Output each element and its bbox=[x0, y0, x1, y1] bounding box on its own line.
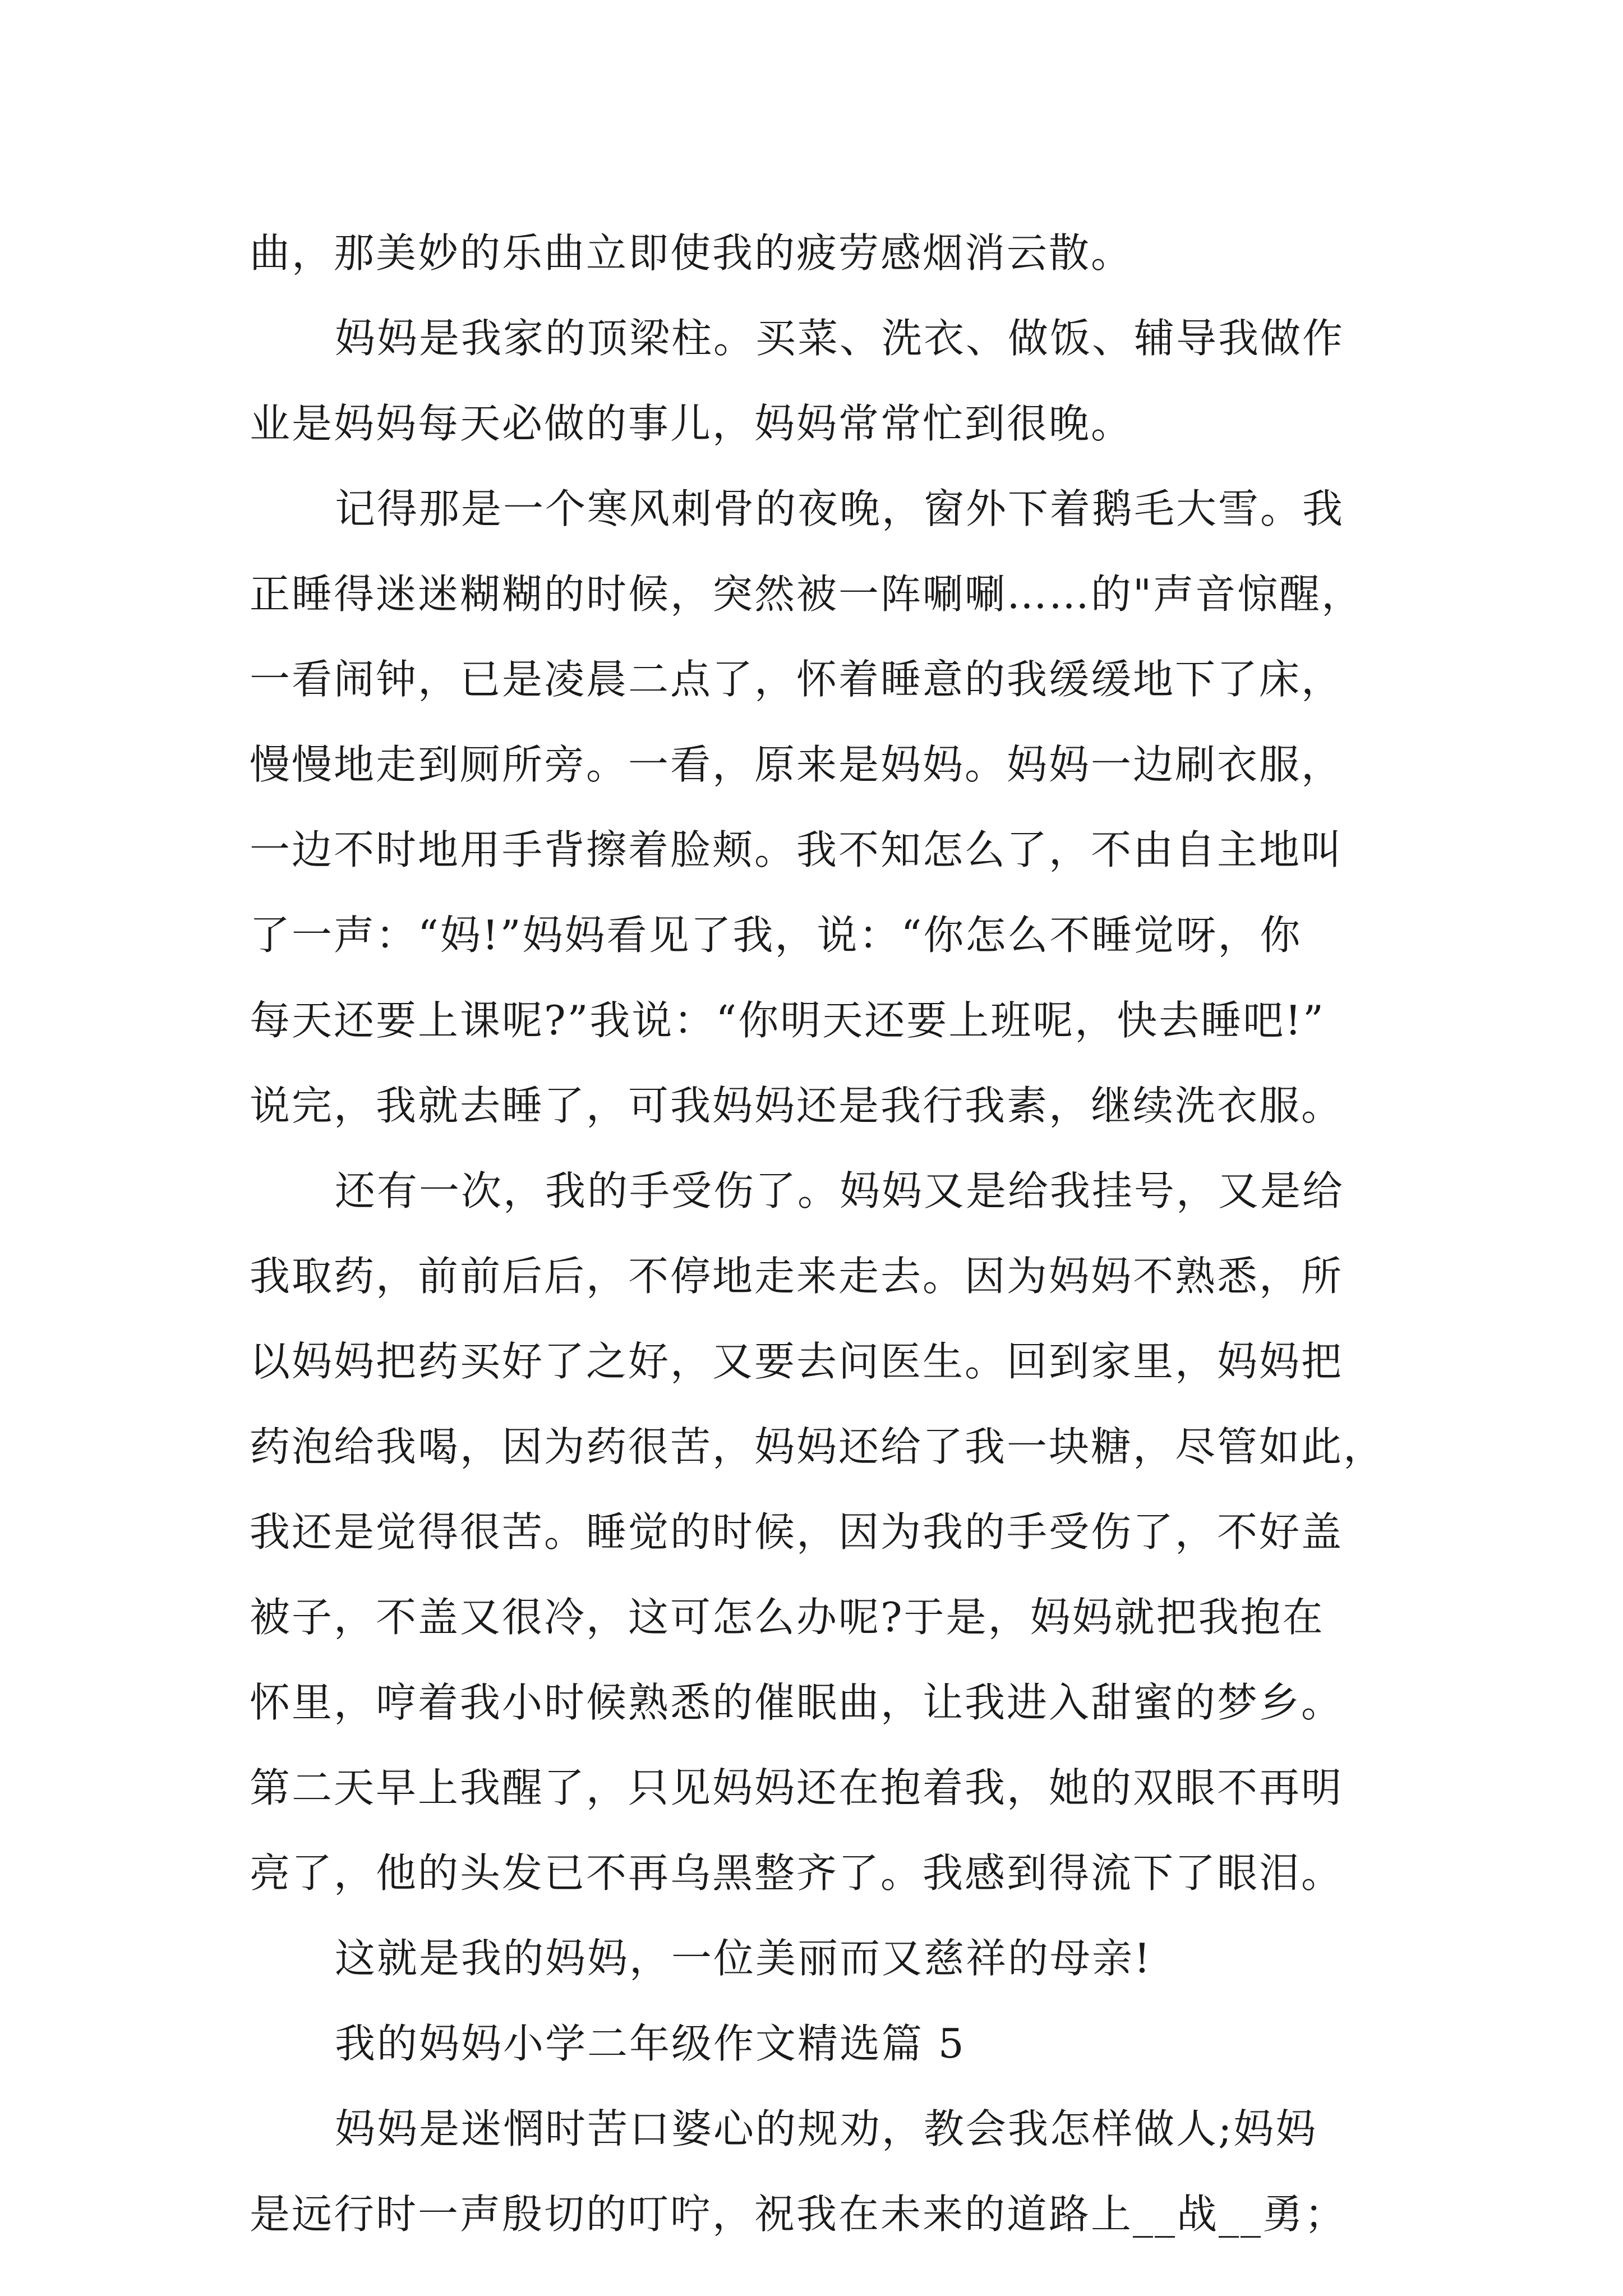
text-line: 慢慢地走到厕所旁。一看，原来是妈妈。妈妈一边刷衣服， bbox=[250, 741, 1344, 788]
document-body bbox=[250, 210, 1394, 2257]
text-line: 药泡给我喝，因为药很苦，妈妈还给了我一块糖，尽管如此， bbox=[250, 1423, 1386, 1470]
text-line: 是远行时一声殷切的叮咛，祝我在未来的道路上__战__勇； bbox=[250, 2191, 1347, 2238]
text-line: 还有一次，我的手受伤了。妈妈又是给我挂号，又是给 bbox=[335, 1167, 1345, 1214]
text-line: 正睡得迷迷糊糊的时候，突然被一阵唰唰……的"声音惊醒， bbox=[250, 570, 1364, 618]
text-line: 说完，我就去睡了，可我妈妈还是我行我素，继续洗衣服。 bbox=[250, 1082, 1344, 1129]
text-line: 被子，不盖又很冷，这可怎么办呢?于是，妈妈就把我抱在 bbox=[250, 1594, 1325, 1641]
text-line: 我取药，前前后后，不停地走来走去。因为妈妈不熟悉，所 bbox=[250, 1253, 1344, 1300]
text-line: 一边不时地用手背擦着脸颊。我不知怎么了，不由自主地叫 bbox=[250, 826, 1344, 873]
text-line: 这就是我的妈妈，一位美丽而又慈祥的母亲! bbox=[335, 1935, 1152, 1982]
text-line: 第二天早上我醒了，只见妈妈还在抱着我，她的双眼不再明 bbox=[250, 1764, 1344, 1811]
text-line: 妈妈是迷惘时苦口婆心的规劝，教会我怎样做人;妈妈 bbox=[335, 2105, 1318, 2152]
text-line: 记得那是一个寒风刺骨的夜晚，窗外下着鹅毛大雪。我 bbox=[335, 485, 1345, 532]
text-line: 每天还要上课呢?”我说：“你明天还要上班呢，快去睡吧!” bbox=[250, 997, 1325, 1044]
text-line: 曲，那美妙的乐曲立即使我的疲劳感烟消云散。 bbox=[250, 229, 1133, 277]
text-line: 一看闹钟，已是凌晨二点了，怀着睡意的我缓缓地下了床， bbox=[250, 656, 1344, 703]
text-line: 业是妈妈每天必做的事儿，妈妈常常忙到很晚。 bbox=[250, 400, 1133, 447]
text-line: 亮了，他的头发已不再乌黑整齐了。我感到得流下了眼泪。 bbox=[250, 1849, 1344, 1897]
text-line: 怀里，哼着我小时候熟悉的催眠曲，让我进入甜蜜的梦乡。 bbox=[250, 1679, 1344, 1726]
section-heading: 我的妈妈小学二年级作文精选篇 5 bbox=[335, 2020, 966, 2067]
text-line: 妈妈是我家的顶梁柱。买菜、洗衣、做饭、辅导我做作 bbox=[335, 315, 1345, 362]
text-line: 以妈妈把药买好了之好，又要去问医生。回到家里，妈妈把 bbox=[250, 1338, 1344, 1385]
text-line: 我还是觉得很苦。睡觉的时候，因为我的手受伤了，不好盖 bbox=[250, 1508, 1344, 1556]
text-line: 了一声：“妈!”妈妈看见了我，说：“你怎么不睡觉呀，你 bbox=[250, 912, 1302, 959]
